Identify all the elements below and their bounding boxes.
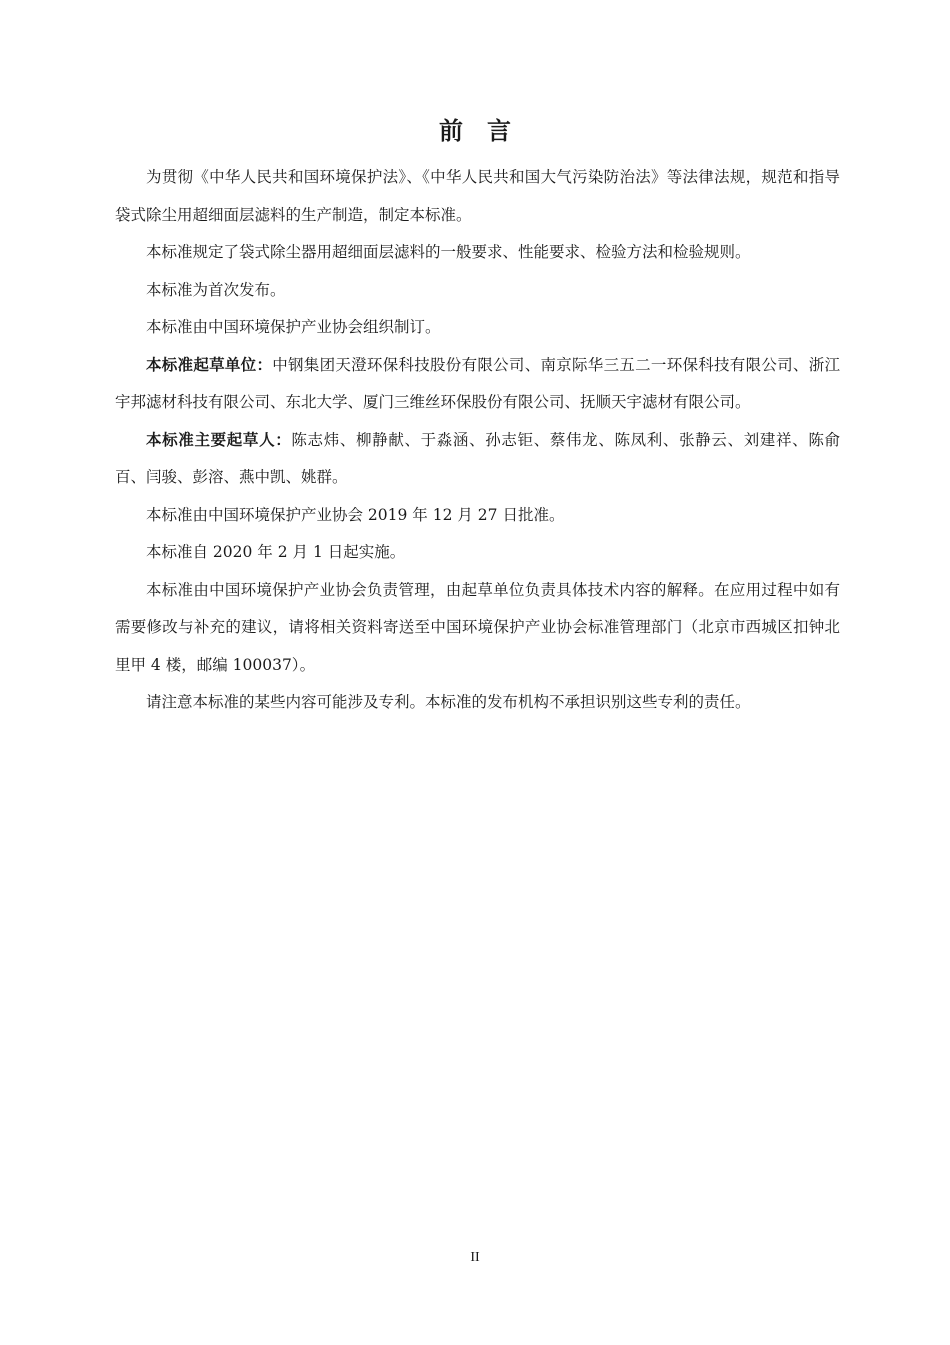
paragraph-text: 为贯彻《中华人民共和国环境保护法》、《中华人民共和国大气污染防治法》等法律法规，规范和指导袋式除尘用超细面层滤料的生产制造，制定本标准。	[115, 168, 840, 224]
drafting-units-label: 本标准起草单位：	[146, 355, 273, 374]
paragraph-text: 请注意本标准的某些内容可能涉及专利。本标准的发布机构不承担识别这些专利的责任。	[146, 693, 751, 711]
paragraph-text: 本标准为首次发布。	[146, 280, 286, 299]
paragraph-purpose	[115, 159, 840, 234]
foreword-body	[115, 159, 840, 722]
drafters-label: 本标准主要起草人：	[146, 430, 292, 449]
paragraph-drafters	[115, 422, 840, 497]
page-title: 前言	[439, 117, 535, 145]
paragraph-text: 陈志炜、柳静献、于淼涵、孙志钜、蔡伟龙、陈凤利、张静云、刘建祥、陈俞百、闫骏、彭溶、燕中凯、姚群。	[115, 430, 840, 486]
paragraph-text: 本标准由中国环境保护产业协会负责管理，由起草单位负责具体技术内容的解释。在应用过程中如有需要修改与补充的建议，请将相关资料寄送至中国环境保护产业协会标准管理部门（北京市西城区扣钟北里甲 4 楼，邮编 100037）。	[115, 580, 840, 674]
paragraph-management	[115, 572, 840, 685]
paragraph-patent-notice	[115, 684, 840, 722]
paragraph-text: 本标准由中国环境保护产业协会组织制订。	[146, 318, 441, 336]
paragraph-text: 本标准规定了袋式除尘器用超细面层滤料的一般要求、性能要求、检验方法和检验规则。	[146, 243, 751, 261]
page-number: II	[470, 1250, 480, 1265]
paragraph-text: 中钢集团天澄环保科技股份有限公司、南京际华三五二一环保科技有限公司、浙江宇邦滤材科技有限公司、东北大学、厦门三维丝环保股份有限公司、抚顺天宇滤材有限公司。	[115, 355, 840, 411]
paragraph-scope	[115, 234, 840, 272]
paragraph-drafting-units	[115, 347, 840, 422]
paragraph-implementation	[115, 534, 840, 572]
paragraph-first-release	[115, 272, 840, 310]
paragraph-text: 本标准自 2020 年 2 月 1 日起实施。	[146, 543, 406, 561]
paragraph-organizer	[115, 309, 840, 347]
paragraph-approval	[115, 497, 840, 535]
paragraph-text: 本标准由中国环境保护产业协会 2019 年 12 月 27 日批准。	[146, 505, 565, 524]
